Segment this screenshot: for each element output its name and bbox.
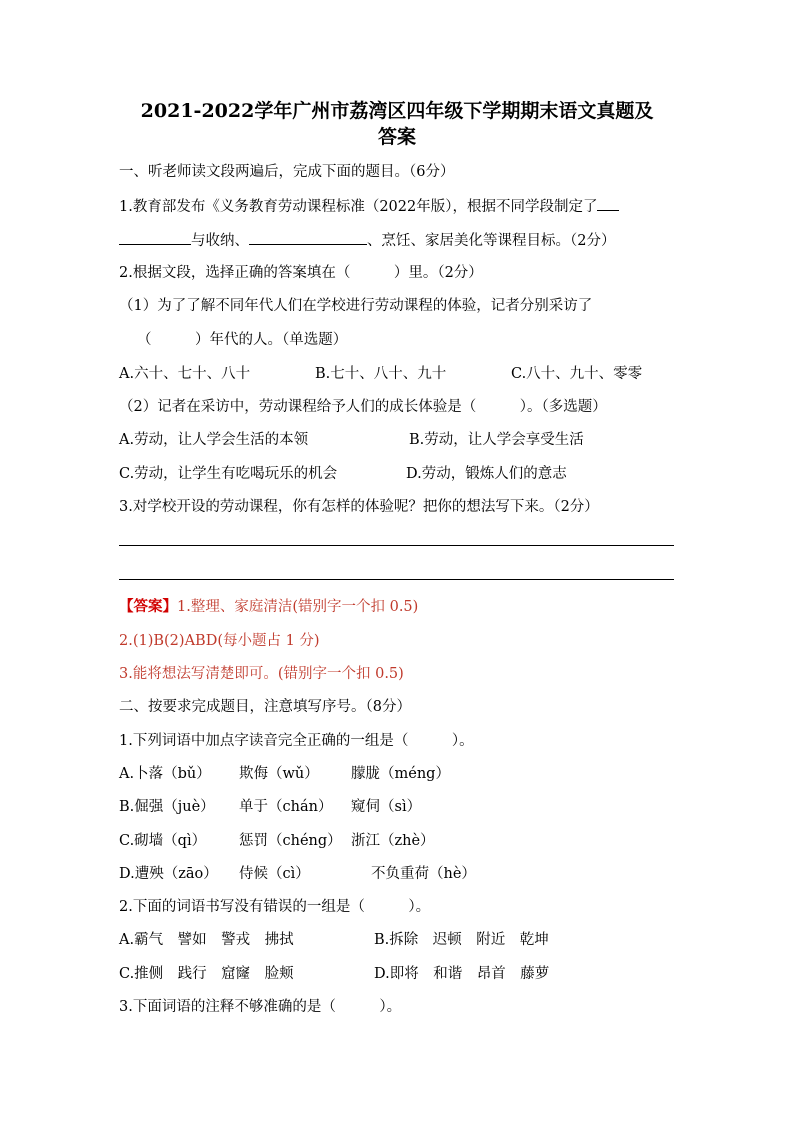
question-1-2-1-line-b: （ ）年代的人。（单选题） [137,332,348,348]
option-word-3: 朦胧（méng） [351,766,450,782]
question-1-1-line-a [119,196,619,217]
option-word-3: 窥伺（sì） [351,799,422,815]
option-b: B.拆除 迟顿 附近 乾坤 [374,932,549,948]
option-b: B.七十、八十、九十 [315,366,447,382]
question-1-1-middle-text: 与收纳、 [191,233,249,249]
writing-line-2[interactable] [119,579,674,580]
question-1-2-2-options-row-2 [119,464,567,484]
option-word-1: A.卜落（bǔ） [119,766,211,782]
option-a: A.六十、七十、八十 [119,366,251,382]
answer-1: 1.整理、家庭清洁(错别字一个扣 0.5) [177,599,419,615]
answer-tag: 【答案】 [119,598,177,615]
option-word-1: D.遭殃（zāo） [119,866,218,882]
answer-blank-2[interactable] [249,230,367,245]
option-word-2: 欺侮（wǔ） [239,766,319,782]
answer-3: 3.能将想法写清楚即可。(错别字一个扣 0.5) [119,666,404,682]
option-word-2: 惩罚（chéng） [239,833,342,849]
question-1-1-end-text: 、烹饪、家居美化等课程目标。（2分） [367,233,616,249]
section-2-heading: 二、按要求完成题目，注意填写序号。（8分） [119,699,411,715]
question-2-2-options-row-2 [119,964,549,984]
question-1-3: 3.对学校开设的劳动课程，你有怎样的体验呢？把你的想法写下来。（2分） [119,499,599,515]
question-2-1-option-c [119,831,435,851]
option-word-2: 侍候（cì） [239,866,310,882]
option-word-3: 浙江（zhè） [351,833,435,849]
option-d: D.即将 和谐 昂首 藤萝 [374,966,550,982]
question-2-2: 2.下面的词语书写没有错误的一组是（ ）。 [119,899,431,915]
option-word-1: C.砌墙（qì） [119,833,207,849]
option-d: D.劳动，锻炼人们的意志 [406,466,567,482]
page-title-line-2: 答案 [377,126,416,148]
question-2-1-option-a [119,764,450,784]
option-b: B.劳动，让人学会享受生活 [409,432,584,448]
option-c: C.推侧 践行 窟窿 脸颊 [119,966,294,982]
option-word-1: B.倔强（juè） [119,799,215,815]
question-1-2-2-options-row-1 [119,430,584,450]
question-2-2-options-row-1 [119,930,549,950]
option-a: A.霸气 譬如 警戎 拂拭 [119,932,294,948]
answer-blank-1-end[interactable] [119,230,191,245]
question-2-3: 3.下面词语的注释不够准确的是（ ）。 [119,999,402,1015]
answer-2: 2.(1)B(2)ABD(每小题占 1 分) [119,633,320,649]
question-1-1-text: 1.教育部发布《义务教育劳动课程标准（2022年版），根据不同学段制定了 [119,199,598,215]
option-a: A.劳动，让人学会生活的本领 [119,432,309,448]
option-word-2: 单于（chán） [239,799,333,815]
question-2-1-option-d [119,864,476,884]
question-1-2-1-line-a: （1）为了了解不同年代人们在学校进行劳动课程的体验，记者分别采访了 [119,298,593,314]
question-1-2: 2.根据文段，选择正确的答案填在（ ）里。（2分） [119,265,483,281]
answer-line-1 [119,597,418,617]
question-1-2-1-options [119,364,642,384]
question-2-1-option-b [119,797,421,817]
option-c: C.劳动，让学生有吃喝玩乐的机会 [119,466,338,482]
writing-line-1[interactable] [119,545,674,546]
question-2-1: 1.下列词语中加点字读音完全正确的一组是（ ）。 [119,733,474,749]
answer-blank-1-start[interactable] [597,196,619,211]
question-1-2-2: （2）记者在采访中，劳动课程给予人们的成长体验是（ ）。（多选题） [119,399,607,415]
section-1-heading: 一、听老师读文段两遍后，完成下面的题目。（6分） [119,164,455,180]
page-title-line-1: 2021-2022学年广州市荔湾区四年级下学期期末语文真题及 [140,100,654,122]
question-1-1-line-b [119,230,615,251]
option-word-3: 不负重荷（hè） [371,866,476,882]
option-c: C.八十、九十、零零 [511,366,643,382]
